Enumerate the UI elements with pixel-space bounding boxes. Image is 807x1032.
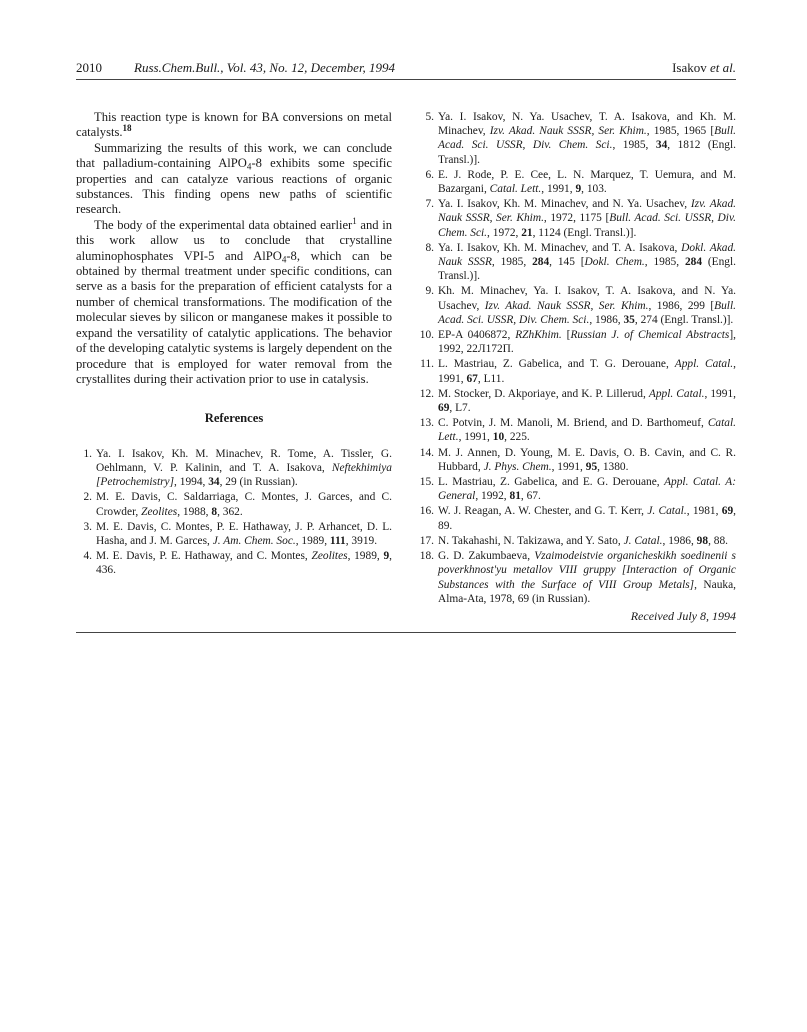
reference-2: 2. M. E. Davis, C. Saldarriaga, C. Montes, J. Garces, and C. Crowder, Zeolites, 1988, 8, 362.: [83, 491, 392, 518]
page-number: 2010: [76, 60, 102, 75]
reference-17: 17. N. Takahashi, N. Takizawa, and Y. Sato, J. Catal., 1986, 98, 88.: [419, 534, 728, 547]
reference-12: 12. M. Stocker, D. Akporiaye, and K. P. Lillerud, Appl. Catal., 1991, 69, L7.: [419, 387, 736, 415]
reference-list-right: [418, 110, 736, 606]
reference-15: 15. L. Mastriau, Z. Gabelica, and E. G. Derouane, Appl. Catal. A: General, 1992, 81, 67.: [419, 476, 736, 503]
running-header: [76, 58, 736, 80]
left-column: [76, 110, 392, 579]
reference-9: 9. Kh. M. Minachev, Ya. I. Isakov, T. A. Isakova, and N. Ya. Usachev, Izv. Akad. Nauk SSSR, Ser. Khim., 1986, 299 [Bull. Acad. Sci. USSR, Div. Chem. Sci., 1986, 35, 274 (Engl. Transl.)].: [425, 285, 736, 326]
reference-3: 3. M. E. Davis, C. Montes, P. E. Hathaway, J. P. Arhancet, D. L. Hasha, and J. M. Garces, J. Am. Chem. Soc., 1989, 111, 3919.: [83, 520, 392, 547]
reference-10: 10. EP-A 0406872, RZhKhim. [Russian J. of Chemical Abstracts], 1992, 22Л172П.: [419, 329, 736, 356]
running-authors: Isakov et al.: [672, 60, 736, 75]
footer-rule: [76, 632, 736, 633]
reference-4: 4. M. E. Davis, P. E. Hathaway, and C. Montes, Zeolites, 1989, 9, 436.: [83, 550, 393, 577]
reference-13: 13. C. Potvin, J. M. Manoli, M. Briend, and D. Barthomeuf, Catal. Lett., 1991, 10, 225.: [419, 417, 736, 444]
right-column: [418, 110, 736, 607]
reference-6: 6. E. J. Rode, P. E. Cee, L. N. Marquez, T. Uemura, and M. Bazargani, Catal. Lett., 1991, 9, 103.: [425, 168, 736, 196]
reference-16: 16. W. J. Reagan, A. W. Chester, and G. T. Kerr, J. Catal., 1981, 69, 89.: [419, 505, 737, 532]
reference-list-left: [76, 447, 392, 578]
reference-1: 1. Ya. I. Isakov, Kh. M. Minachev, R. Tome, A. Tissler, G. Oehlmann, V. P. Kalinin, and T. A. Isakova, Neftekhimiya [Petrochemistry], 1994, 34, 29 (in Russian).: [83, 447, 392, 489]
reference-18: 18. G. D. Zakumbaeva, Vzaimodeistvie organicheskikh soedinenii s poverkhnost'yu metallov VIII gruppy [Interaction of Organic Substances with the Surface of VIII Group Metals], Nauka, Alma-Ata, 1978, 69 (in Russian).: [419, 550, 736, 605]
references-heading: References: [204, 411, 264, 426]
received-date: Received July 8, 1994: [630, 609, 736, 623]
reference-7: 7. Ya. I. Isakov, Kh. M. Minachev, and N. Ya. Usachev, Izv. Akad. Nauk SSSR, Ser. Khim., 1972, 1175 [Bull. Acad. Sci. USSR, Div. Chem. Sci., 1972, 21, 1124 (Engl. Transl.)].: [425, 198, 737, 239]
paragraph-2: Summarizing the results of this work, we can conclude that palladium-containing AlPO$_4$-8 exhibits some specific properties and can catalyze various reactions of organic substances. This finding opens new paths of scientific research.: [76, 140, 392, 217]
header-rule: [76, 79, 736, 80]
reference-14: 14. M. J. Annen, D. Young, M. E. Davis, O. B. Cavin, and C. R. Hubbard, J. Phys. Chem., 1991, 95, 1380.: [419, 446, 736, 473]
reference-11: 11. L. Mastriau, Z. Gabelica, and T. G. Derouane, Appl. Catal., 1991, 67, L11.: [420, 358, 737, 385]
reference-8: 8. Ya. I. Isakov, Kh. M. Minachev, and T. A. Isakova, Dokl. Akad. Nauk SSSR, 1985, 284, 145 [Dokl. Chem., 1985, 284 (Engl. Transl.)].: [425, 241, 737, 283]
reference-5: 5. Ya. I. Isakov, N. Ya. Usachev, T. A. Isakova, and Kh. M. Minachev, Izv. Akad. Nauk SSSR, Ser. Khim., 1985, 1965 [Bull. Acad. Sci. USSR, Div. Chem. Sci., 1985, 34, 1812 (Engl. Transl.)].: [425, 111, 737, 166]
paragraph-1: This reaction type is known for BA conversions on metal catalysts.$^{18}$: [76, 110, 392, 140]
paragraph-3: The body of the experimental data obtained earlier$^1$ and in this work allow us to conclude that crystalline aluminophosphates VPI-5 and AlPO$_4$-8, which can be obtained by thermal treatment under specific conditions, can serve as a basis for the preparation of efficient catalysts for a number of chemical transformations. The modification of the molecular sieves by silicon or manganese makes it possible to expand the versatility of catalytic applications. The behavior of the developing catalytic systems is largely dependent on the procedure that is employed for water removal from the crystallites during their activation prior to use in catalysis.: [76, 215, 392, 386]
journal-citation: Russ.Chem.Bull., Vol. 43, No. 12, December, 1994: [134, 60, 396, 75]
